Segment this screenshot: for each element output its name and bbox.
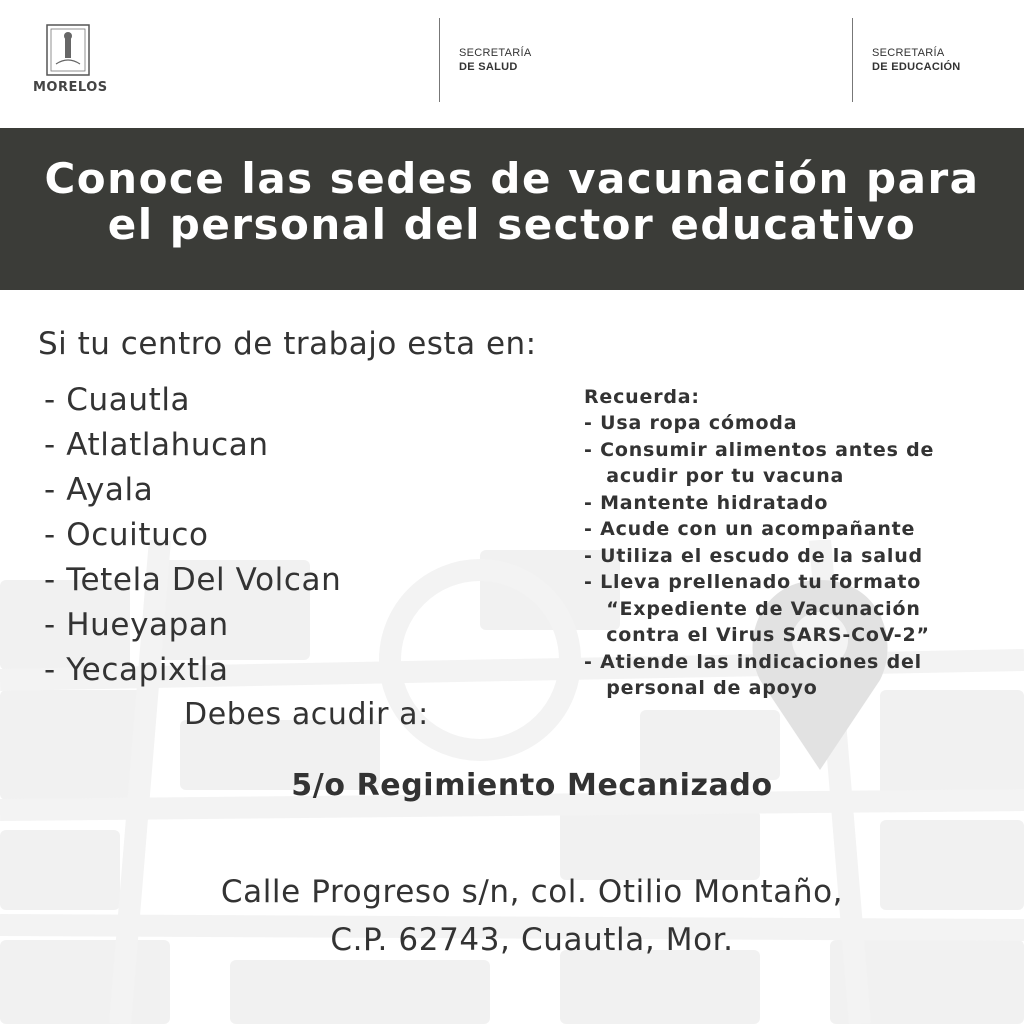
- list-item: - Consumir alimentos antes de: [584, 438, 935, 461]
- secretaria-salud: [459, 46, 531, 74]
- list-item: - Tetela Del Volcan: [44, 562, 342, 598]
- secretaria-educacion: [872, 46, 961, 74]
- list-item: - Utiliza el escudo de la salud: [584, 544, 923, 567]
- state-name: MORELOS: [33, 80, 108, 95]
- goto-text: Debes acudir a:: [184, 697, 429, 732]
- educacion-line1: SECRETARÍA: [872, 47, 945, 59]
- list-item: acudir por tu vacuna: [584, 465, 845, 487]
- list-item: - Ayala: [44, 472, 154, 508]
- towns-list: [44, 378, 341, 693]
- salud-line1: SECRETARÍA: [459, 47, 532, 59]
- morelos-seal-icon: [46, 24, 90, 76]
- divider: [852, 18, 853, 102]
- list-item: - Mantente hidratado: [584, 491, 829, 514]
- address-line2: C.P. 62743, Cuautla, Mor.: [330, 922, 734, 958]
- list-item: - Acude con un acompañante: [584, 518, 916, 540]
- title-line1: Conoce las sedes de vacunación para: [44, 154, 980, 203]
- list-item: - Atiende las indicaciones del: [584, 650, 922, 673]
- list-item: - Lleva prellenado tu formato: [584, 571, 922, 593]
- remember-box: [584, 384, 1004, 702]
- venue-name: 5/o Regimiento Mecanizado: [291, 768, 773, 803]
- address-line1: Calle Progreso s/n, col. Otilio Montaño,: [220, 874, 844, 910]
- header: [0, 0, 1024, 128]
- list-item: contra el Virus SARS-CoV-2”: [584, 624, 930, 646]
- page-title: [0, 156, 1024, 248]
- intro-text: Si tu centro de trabajo esta en:: [38, 326, 537, 362]
- divider: [439, 18, 440, 102]
- list-item: - Cuautla: [44, 382, 191, 418]
- list-item: - Hueyapan: [44, 607, 229, 643]
- title-band: [0, 128, 1024, 290]
- list-item: personal de apoyo: [584, 677, 818, 699]
- list-item: - Ocuituco: [44, 517, 209, 553]
- list-item: - Yecapixtla: [44, 652, 229, 688]
- venue-address: [0, 868, 1024, 964]
- educacion-line2: DE EDUCACIÓN: [872, 61, 961, 73]
- remember-title: Recuerda:: [584, 386, 700, 408]
- list-item: - Usa ropa cómoda: [584, 412, 798, 434]
- salud-line2: DE SALUD: [459, 61, 518, 73]
- title-line2: el personal del sector educativo: [107, 200, 917, 249]
- list-item: - Atlatlahucan: [44, 427, 269, 463]
- remember-list: [584, 410, 1004, 702]
- list-item: “Expediente de Vacunación: [584, 597, 921, 620]
